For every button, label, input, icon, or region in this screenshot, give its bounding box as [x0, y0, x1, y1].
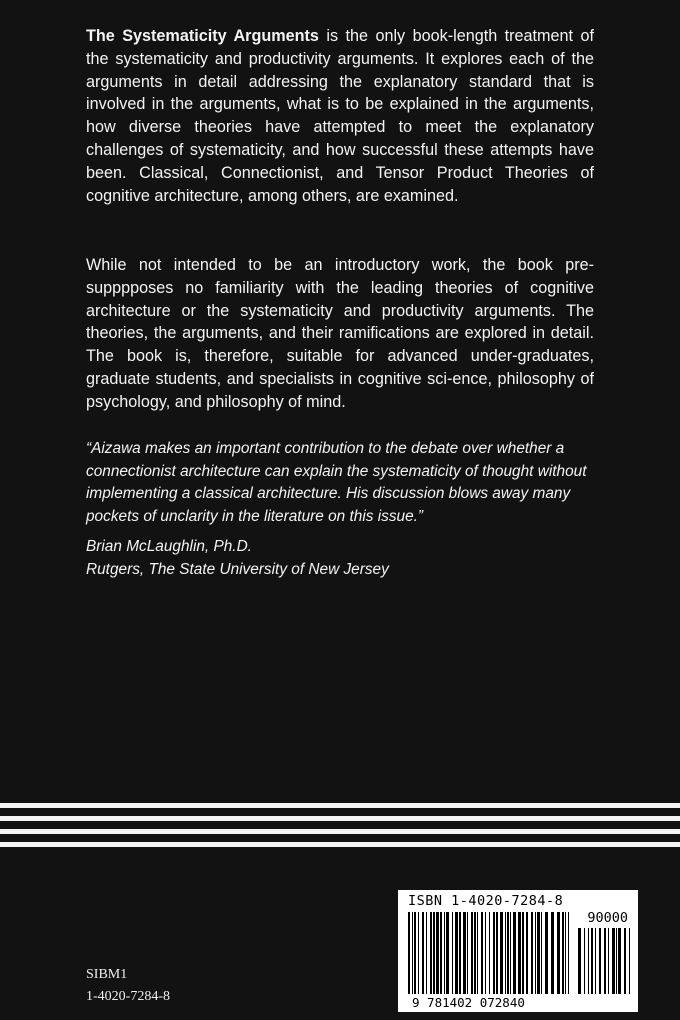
description-paragraph-1-text: is the only book-length treatment of the systematicity and productivity arguments. It explores each of the arguments in detail addressing the explanatory standard that is involved in the arguments, what is to be explained in the arguments, how diverse theories have attempted to meet the explanatory challenges of systematicity, and how successful these attempts have been. Classical, Connectionist, and Tensor Product Theories of cognitive architecture, among others, are examined. — [86, 27, 594, 205]
barcode — [398, 890, 638, 1012]
barcode-bar — [568, 912, 569, 994]
barcode-bar — [418, 912, 419, 994]
barcode-bar — [541, 912, 542, 994]
endorsement-attribution — [86, 536, 606, 581]
barcode-bar — [565, 912, 566, 994]
endorser-affiliation: Rutgers, The State University of New Jersey — [86, 560, 389, 578]
barcode-bar — [474, 912, 476, 994]
description-paragraph-1 — [86, 25, 594, 207]
barcode-bar — [463, 912, 466, 994]
series-code: SIBM1 — [86, 967, 128, 982]
stripe — [0, 816, 680, 821]
barcode-bar — [531, 912, 533, 994]
barcode-bar — [493, 912, 495, 994]
stripe — [0, 829, 680, 834]
barcode-bar — [513, 912, 516, 994]
barcode-addon-bar — [595, 928, 596, 994]
barcode-bar — [481, 912, 483, 994]
barcode-bar — [485, 912, 486, 994]
barcode-bar — [537, 912, 540, 994]
barcode-bar — [507, 912, 509, 994]
barcode-bar — [412, 912, 413, 994]
barcode-bar — [430, 912, 432, 994]
endorser-name: Brian McLaughlin, Ph.D. — [86, 538, 252, 555]
barcode-bar — [551, 912, 554, 994]
barcode-bar — [489, 912, 490, 994]
barcode-bar — [510, 912, 511, 994]
endorsement-quote: “Aizawa makes an important contribution to the debate over whether a connectionist architecture can explain the systematicity of thought without implementing a classical architecture. His discussion blows away many pockets of unclarity in the literature on this issue.” — [86, 440, 587, 525]
barcode-addon-bar — [629, 928, 630, 994]
barcode-bar — [452, 912, 453, 994]
barcode-isbn-label: ISBN 1-4020-7284-8 — [408, 893, 564, 909]
barcode-bar — [477, 912, 478, 994]
barcode-ean-digits: 9 781402 072840 — [412, 995, 525, 1010]
barcode-bar — [446, 912, 449, 994]
barcode-addon-bar — [584, 928, 585, 994]
book-title: The Systematicity Arguments — [86, 27, 319, 45]
barcode-addon-bar — [599, 928, 601, 994]
stripe — [0, 803, 680, 808]
barcode-bar — [500, 912, 503, 994]
barcode-addon-bar — [608, 928, 609, 994]
description-paragraph-2: While not intended to be an introductory work, the book pre-supppposes no familiarity with the leading theories of cognitive architecture or the systematicity and productivity arguments. The theories, the arguments, and their ramifications are explored in detail. The book is, therefore, suitable for advanced under-graduates, graduate students, and specialists in cognitive sci-ence, philosophy of psychology, and philosophy of mind. — [86, 256, 594, 411]
barcode-bar — [426, 912, 427, 994]
barcode-addon-bar — [624, 928, 626, 994]
barcode-bar — [557, 912, 560, 994]
barcode-bar — [444, 912, 445, 994]
barcode-addon-bar — [618, 928, 621, 994]
barcode-bar — [408, 912, 410, 994]
barcode-bar — [522, 912, 524, 994]
barcode-addon-bar — [591, 928, 593, 994]
barcode-bar — [545, 912, 548, 994]
stripe — [0, 842, 680, 847]
barcode-addon-bar — [588, 928, 589, 994]
barcode-bar — [433, 912, 435, 994]
barcode-bar — [471, 912, 473, 994]
barcode-addon-bar — [616, 928, 617, 994]
barcode-bar — [505, 912, 506, 994]
footer-isbn: 1-4020-7284-8 — [86, 989, 170, 1004]
barcode-price-code: 90000 — [587, 910, 628, 926]
decorative-stripes — [0, 800, 680, 860]
barcode-bar — [440, 912, 442, 994]
barcode-bar — [422, 912, 424, 994]
barcode-bar — [518, 912, 521, 994]
barcode-addon-bar — [578, 928, 581, 994]
barcode-bar — [496, 912, 498, 994]
barcode-bar — [436, 912, 439, 994]
barcode-bar — [414, 912, 416, 994]
barcode-bar — [455, 912, 458, 994]
barcode-bar — [526, 912, 528, 994]
barcode-bar — [535, 912, 536, 994]
barcode-addon-bar — [604, 928, 606, 994]
barcode-bar — [459, 912, 461, 994]
barcode-bar — [562, 912, 564, 994]
barcode-addon-bar — [612, 928, 615, 994]
barcode-bar — [467, 912, 468, 994]
